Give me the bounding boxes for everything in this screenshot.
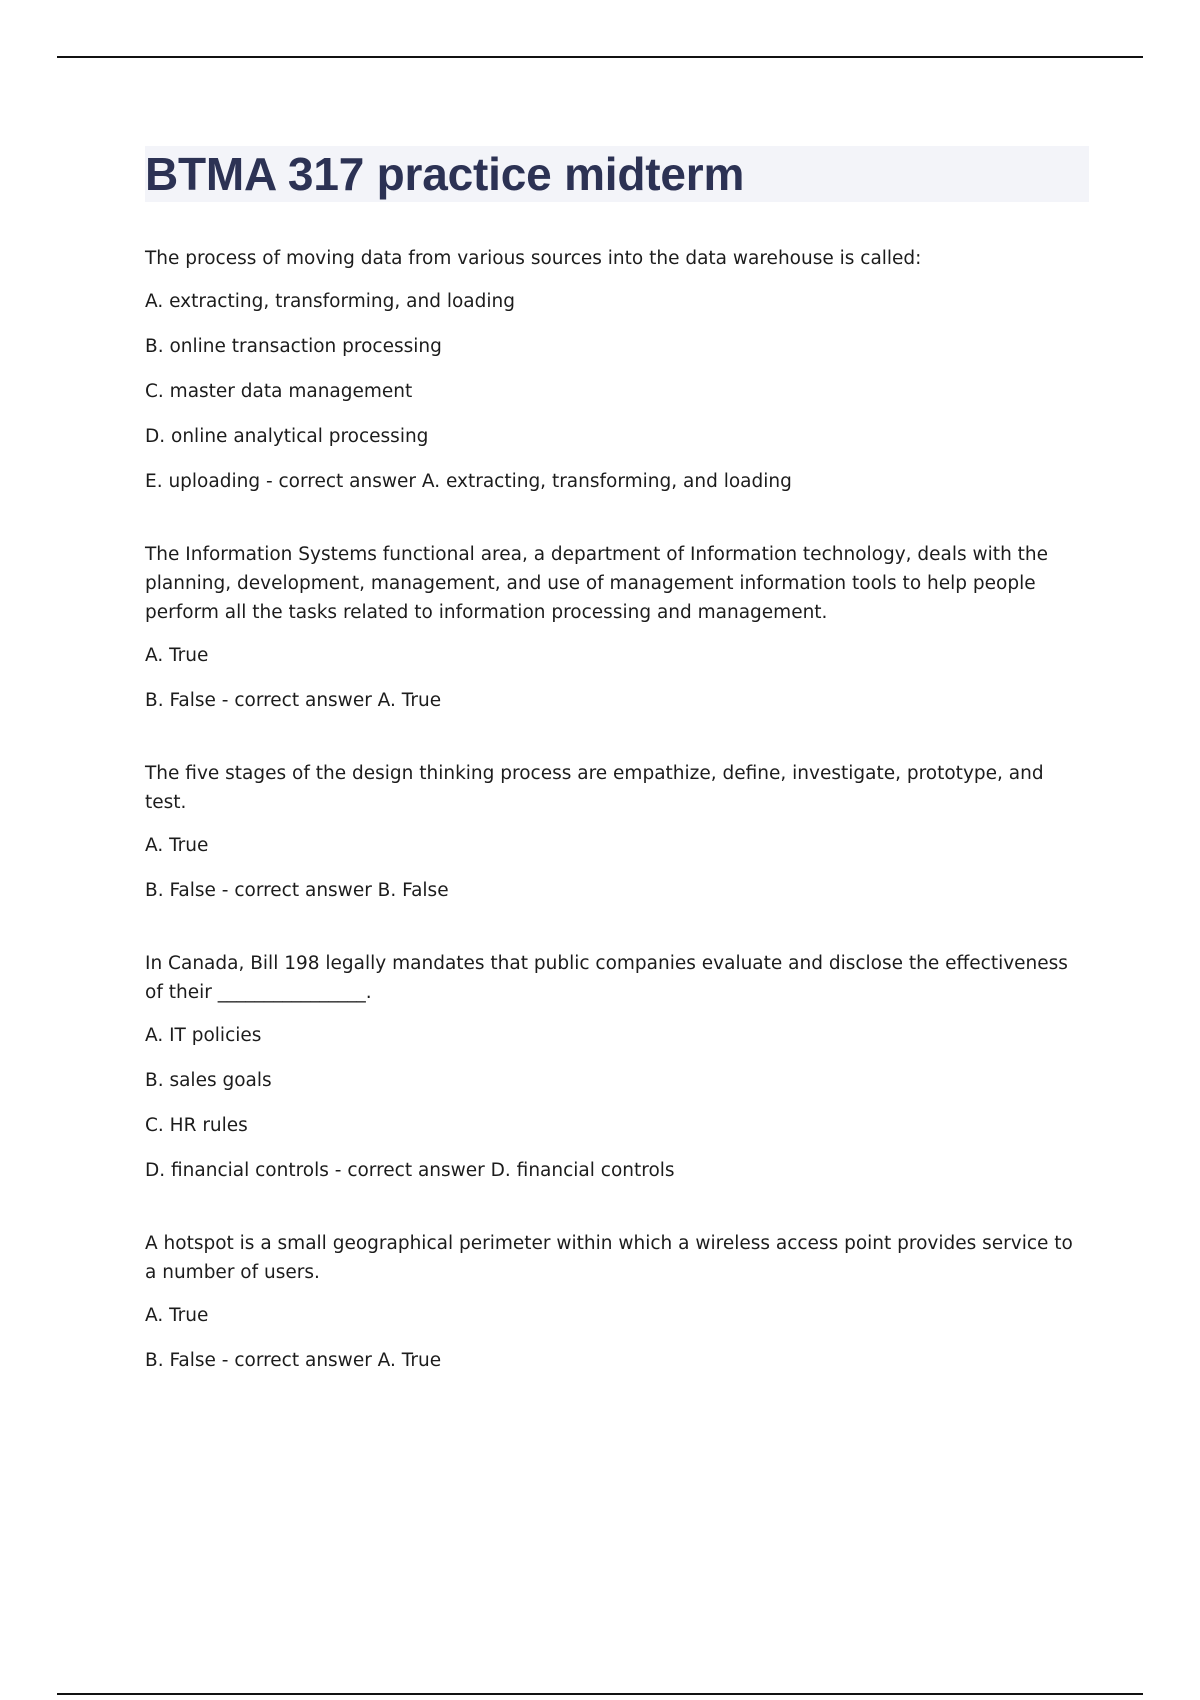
answer-option: C. master data management: [145, 381, 413, 402]
question-5: [145, 1229, 1089, 1375]
answer-option: E. uploading - correct answer A. extracting, transforming, and loading: [145, 471, 792, 492]
answer-option: A. True: [145, 835, 209, 856]
answer-option: C. HR rules: [145, 1115, 248, 1136]
answer-option: A. True: [145, 645, 209, 666]
answer-option: A. extracting, transforming, and loading: [145, 291, 515, 312]
page-title: BTMA 317 practice midterm: [145, 148, 745, 200]
question-text: The five stages of the design thinking process are empathize, define, investigate, prototype, and test.: [145, 763, 1044, 813]
answer-option: B. False - correct answer A. True: [145, 1350, 442, 1371]
question-text: The process of moving data from various sources into the data warehouse is called:: [145, 248, 922, 269]
answer-option: B. online transaction processing: [145, 336, 442, 357]
question-3: [145, 759, 1089, 905]
answer-option: B. sales goals: [145, 1070, 272, 1091]
answer-option: B. False - correct answer A. True: [145, 690, 442, 711]
question-1: [145, 244, 1089, 496]
question-text: A hotspot is a small geographical perimeter within which a wireless access point provides service to a number of users.: [145, 1233, 1073, 1283]
answer-option: D. financial controls - correct answer D. financial controls: [145, 1160, 675, 1181]
answer-option: D. online analytical processing: [145, 426, 429, 447]
question-2: [145, 540, 1089, 715]
footer-rule: [57, 1693, 1143, 1695]
question-4: [145, 949, 1089, 1185]
question-text: The Information Systems functional area, a department of Information technology, deals with the planning, development, management, and use of management information tools to help people perform all the tasks related to information processing and management.: [145, 544, 1049, 623]
question-text: In Canada, Bill 198 legally mandates that public companies evaluate and disclose the effectiveness of their ________________.: [145, 953, 1068, 1003]
title-band: [145, 146, 1089, 202]
answer-option: A. IT policies: [145, 1025, 262, 1046]
answer-option: B. False - correct answer B. False: [145, 880, 449, 901]
answer-option: A. True: [145, 1305, 209, 1326]
document-body: [145, 146, 1089, 1419]
header-rule: [57, 56, 1143, 58]
